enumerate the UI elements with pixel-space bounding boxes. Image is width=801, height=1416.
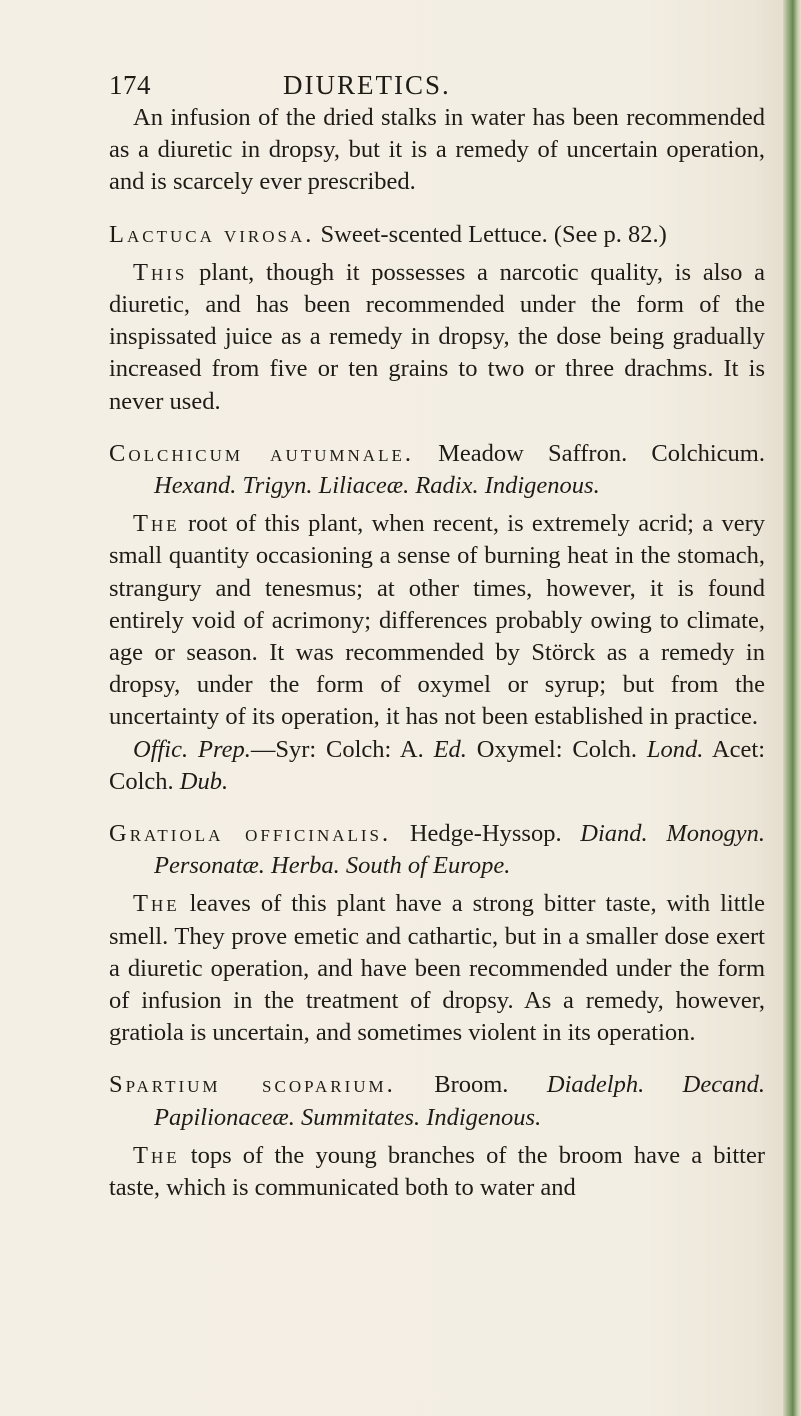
offic-prep-1: —Syr: Colch: A. [250, 735, 424, 763]
running-head: DIURETICS. [283, 70, 451, 100]
lactuca-name: Lactuca virosa. [109, 220, 315, 248]
colchicum-officinal-preparations [109, 734, 765, 798]
colchicum-heading-rest: Meadow Saffron. Colchicum. [413, 439, 765, 467]
gratiola-heading-rest: Hedge-Hyssop. [391, 820, 562, 848]
gratiola-paragraph [109, 888, 765, 1049]
lactuca-body: plant, though it possesses a narcotic quality, is also a diuretic, and has been recommended under the form of the inspissated juice as a remedy in dropsy, the dose being gradually increased from five or ten grains to two or three drachms. It is never used. [109, 258, 765, 415]
spartium-body: tops of the young branches of the broom have a bitter taste, which is communicated both to water and [109, 1141, 765, 1202]
gratiola-heading [109, 818, 765, 882]
colchicum-paragraph [109, 508, 765, 733]
gratiola-first-word: The [133, 890, 180, 918]
lactuca-heading-rest: Sweet-scented Lettuce. (See p. 82.) [314, 220, 667, 248]
spartium-first-word: The [133, 1141, 180, 1169]
colchicum-name: Colchicum autumnale. [109, 439, 414, 467]
spartium-paragraph [109, 1140, 765, 1204]
offic-prep-2: Oxymel: Colch. [466, 735, 638, 763]
text-body [109, 102, 765, 1204]
offic-prep-3: Acet: Colch. [109, 735, 766, 795]
colchicum-classification: Hexand. Trigyn. Liliaceæ. Radix. Indigenous. [154, 472, 600, 500]
lactuca-first-word: This [133, 258, 188, 286]
page-header [109, 70, 759, 106]
lactuca-heading [109, 219, 765, 251]
spartium-name: Spartium scoparium. [109, 1071, 396, 1099]
colchicum-body: root of this plant, when recent, is extremely acrid; a very small quantity occasioning a sense of burning heat in the stomach, strangury and tenesmus; at other times, however, it is found entirely void of acrimony; differences probably owing to climate, age or season. It was recommended by Störck as a remedy in dropsy, under the form of oxymel or syrup; but from the uncertainty of its operation, it has not been established in practice. [109, 510, 765, 731]
spartium-heading-rest: Broom. [395, 1071, 509, 1099]
lactuca-paragraph [109, 257, 765, 418]
colchicum-heading [109, 438, 765, 502]
offic-prep-ed: Ed. [433, 735, 467, 763]
spartium-classification: Diadelph. Decand. Papilionaceæ. Summitates. Indigenous. [154, 1071, 765, 1131]
colchicum-first-word: The [133, 510, 180, 538]
gratiola-classification: Diand. Monogyn. Personatæ. Herba. South of Europe. [154, 820, 766, 880]
broom-intro-paragraph: An infusion of the dried stalks in water has been recommended as a diuretic in dropsy, but it is a remedy of uncertain operation, and is scarcely ever prescribed. [109, 104, 765, 196]
offic-prep-label: Offic. Prep. [133, 735, 251, 763]
spartium-heading [109, 1069, 765, 1133]
page-edge-decoration [783, 0, 801, 1416]
offic-prep-dub: Dub. [179, 767, 229, 795]
gratiola-body: leaves of this plant have a strong bitter taste, with little smell. They prove emetic and cathartic, but in a smaller dose exert a diuretic operation, and have been recommended under the form of infusion in the treatment of dropsy. As a remedy, however, gratiola is uncertain, and sometimes violent in its operation. [109, 890, 765, 1047]
page-number: 174 [109, 70, 151, 100]
gratiola-name: Gratiola officinalis. [109, 820, 392, 848]
offic-prep-lond: Lond. [646, 735, 704, 763]
